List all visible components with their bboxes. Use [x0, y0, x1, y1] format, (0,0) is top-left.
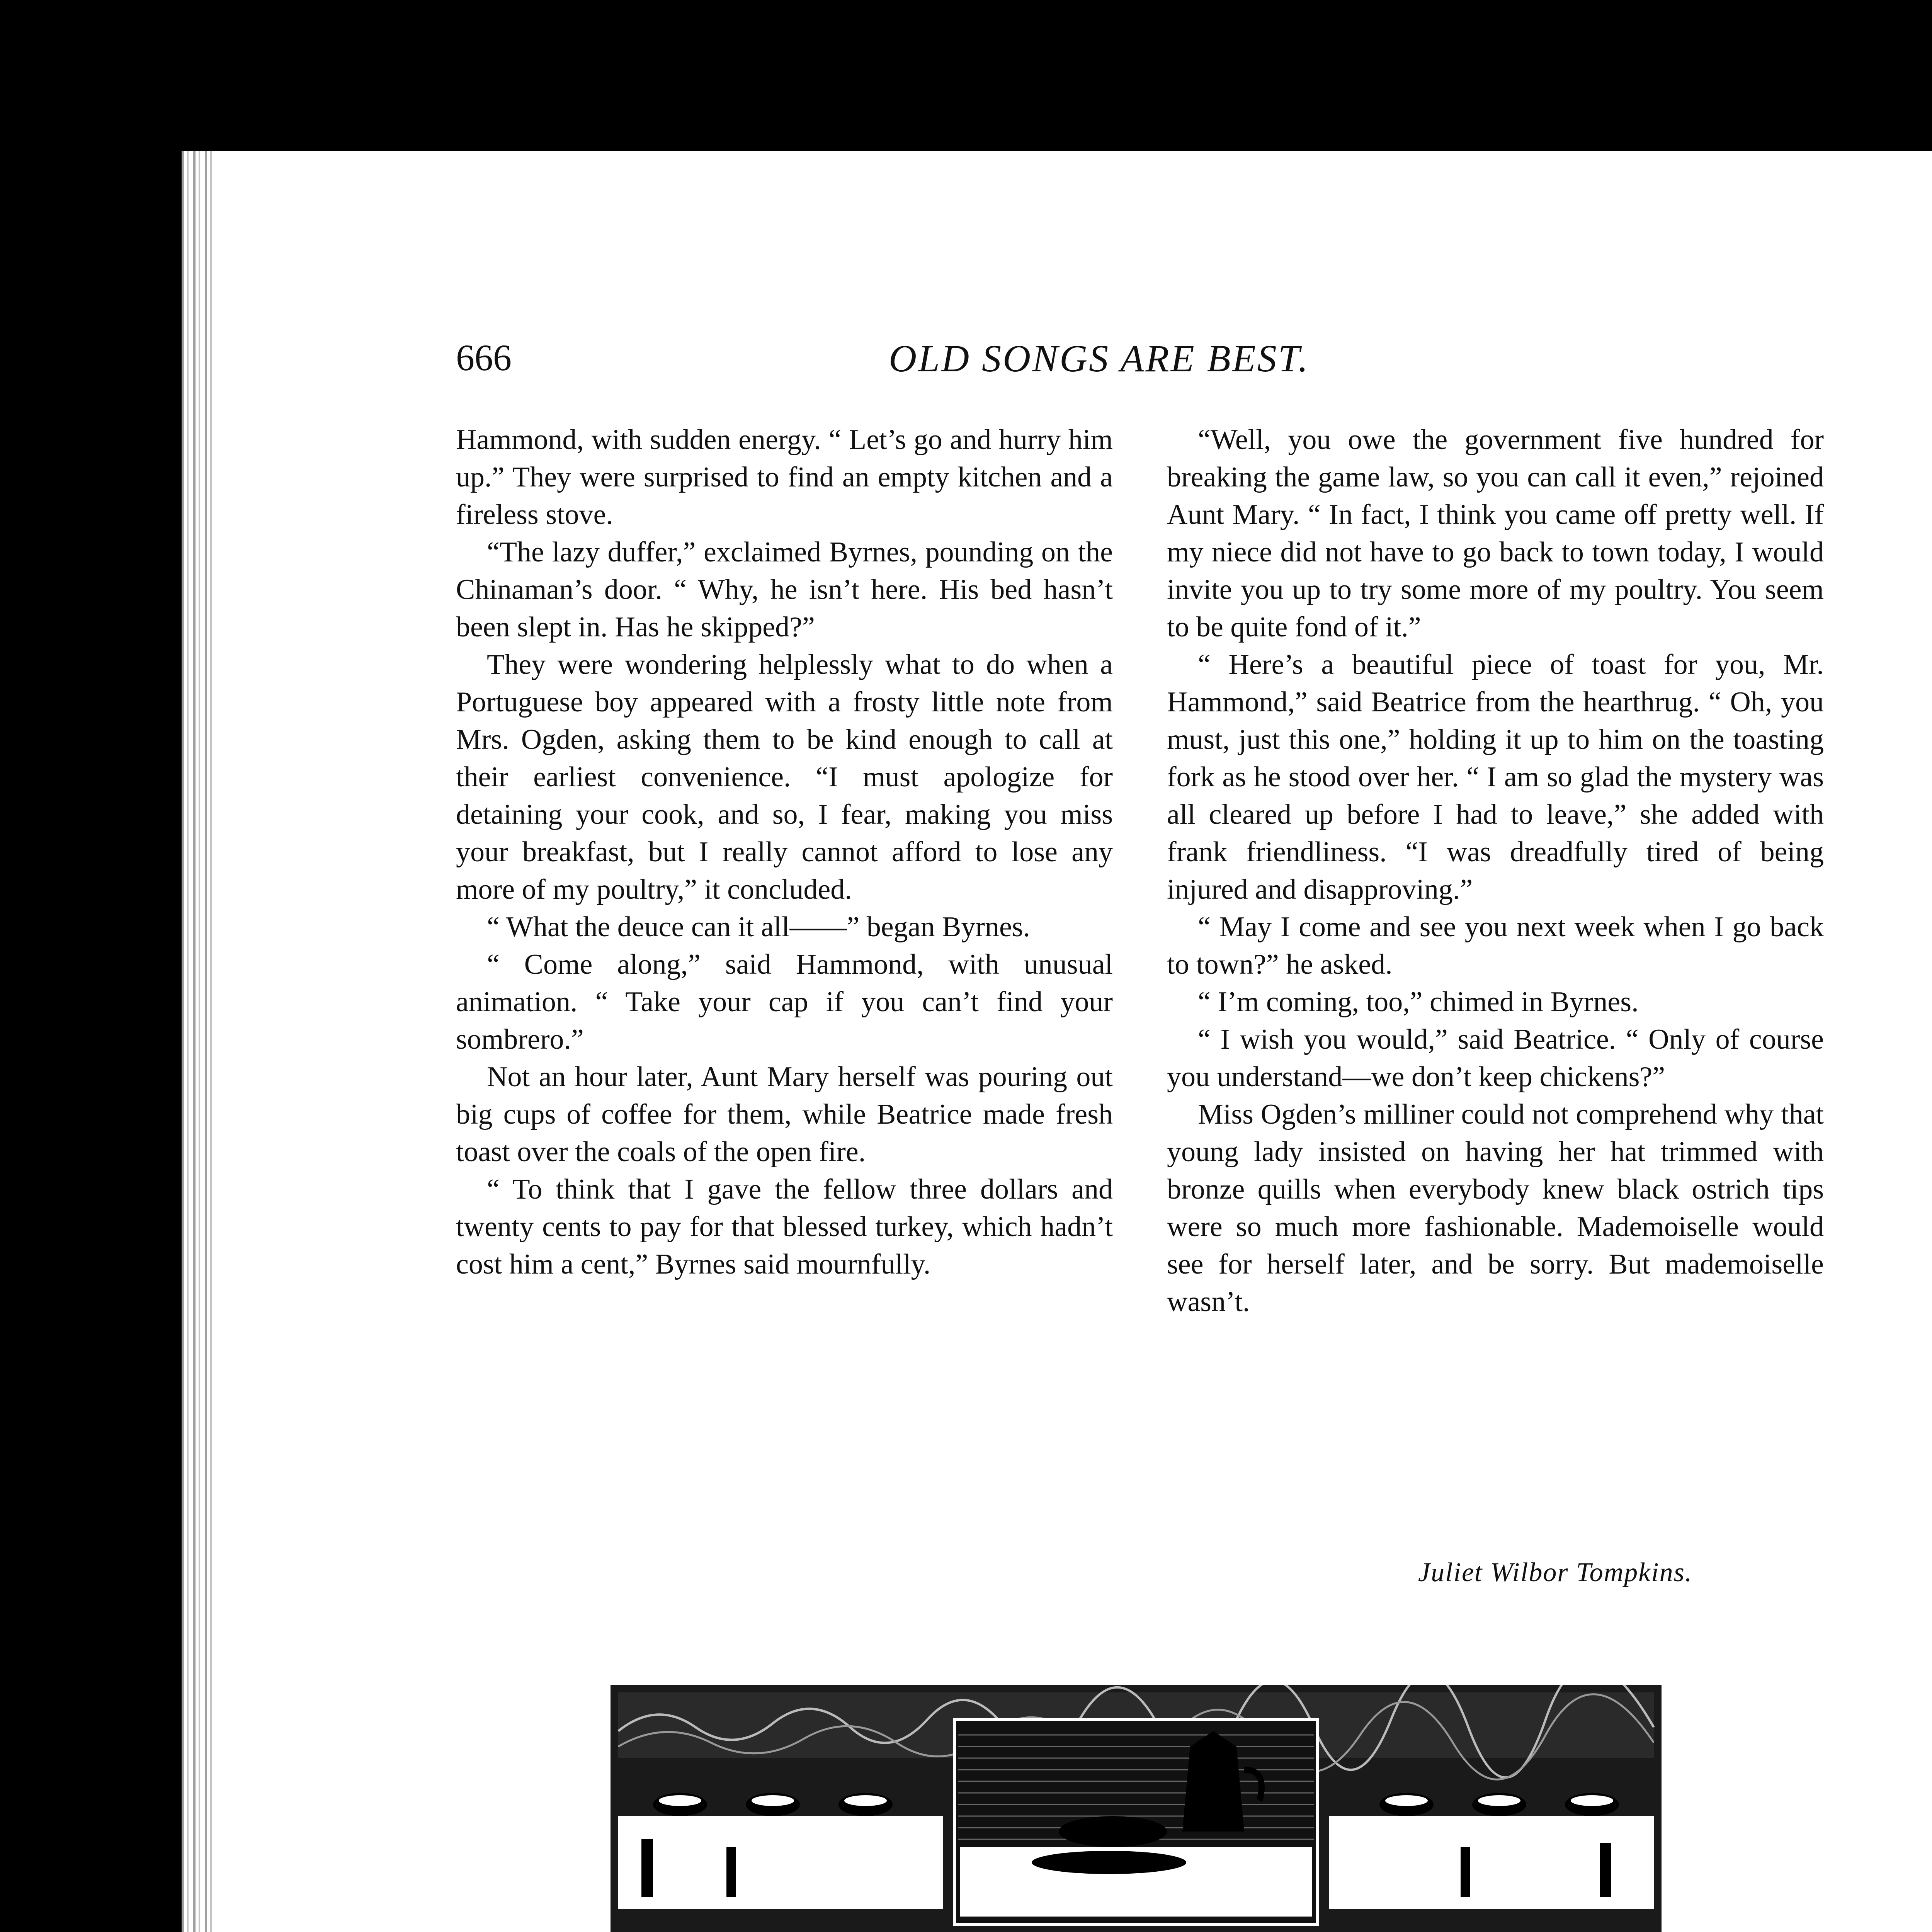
- story-paragraph: Miss Ogden’s milliner could not comprehend why that young lady insisted on having her hat trimmed with bronze quills when everybody knew black ostrich tips were so much more fashionable. Mademoiselle would see for herself later, and be sorry. But mademoiselle wasn’t.: [1167, 1099, 1824, 1318]
- story-paragraph: “ To think that I gave the fellow three dollars and twenty cents to pay for that blessed turkey, which hadn’t cost him a cent,” Byrnes said mournfully.: [456, 1173, 1113, 1280]
- story-left-column: [456, 421, 1113, 1283]
- story-right-column: [1167, 421, 1824, 1321]
- story-paragraph: “ What the deuce can it all——” began Byrnes.: [487, 911, 1031, 943]
- page-binding-edge: [182, 151, 213, 1932]
- running-title: OLD SONGS ARE BEST.: [889, 337, 1310, 380]
- story-paragraph: “Well, you owe the government five hundred for breaking the game law, so you can call it even,” rejoined Aunt Mary. “ In fact, I think you came off pretty well. If my niece did not have to go back to town today, I would invite you up to try some more of my poultry. You seem to be quite fond of it.”: [1167, 424, 1824, 643]
- story-paragraph: “The lazy duffer,” exclaimed Byrnes, pounding on the Chinaman’s door. “ Why, he isn’t here. His bed hasn’t been slept in. Has he skipped?”: [456, 536, 1113, 643]
- story-paragraph: Hammond, with sudden energy. “ Let’s go and hurry him up.” They were surprised to find an empty kitchen and a fireless stove.: [456, 424, 1113, 531]
- page-number: 666: [456, 337, 512, 378]
- story-paragraph: “ Here’s a beautiful piece of toast for you, Mr. Hammond,” said Beatrice from the hearthrug. “ Oh, you must, just this one,” holding it up to him on the toasting fork as he stood over her. “ I am so glad the mystery was all cleared up before I had to leave,” she added with frank friendliness. “I was dreadfully tired of being injured and disapproving.”: [1167, 649, 1824, 905]
- page-header: [456, 193, 1808, 380]
- story-paragraph: “ I’m coming, too,” chimed in Byrnes.: [1198, 986, 1639, 1018]
- story-paragraph: They were wondering helplessly what to do when a Portuguese boy appeared with a frosty little note from Mrs. Ogden, asking them to be kind enough to call at their earliest convenience. “I must apologize for detaining your cook, and so, I fear, making you miss your breakfast, but I really cannot afford to lose any more of my poultry,” it concluded.: [456, 649, 1113, 905]
- story-paragraph: “ Come along,” said Hammond, with unusual animation. “ Take your cap if you can’t find your sombrero.”: [456, 949, 1113, 1055]
- illustration-drawing: [611, 1685, 1662, 1932]
- story-author: Juliet Wilbor Tompkins.: [1418, 1558, 1693, 1587]
- story-paragraph: “ I wish you would,” said Beatrice. “ Only of course you understand—we don’t keep chickens?”: [1167, 1024, 1824, 1093]
- story-paragraph: “ May I come and see you next week when I go back to town?” he asked.: [1167, 911, 1824, 980]
- tea-table-illustration: [611, 1685, 1662, 1932]
- story-paragraph: Not an hour later, Aunt Mary herself was pouring out big cups of coffee for them, while Beatrice made fresh toast over the coals of the open fire.: [456, 1061, 1113, 1168]
